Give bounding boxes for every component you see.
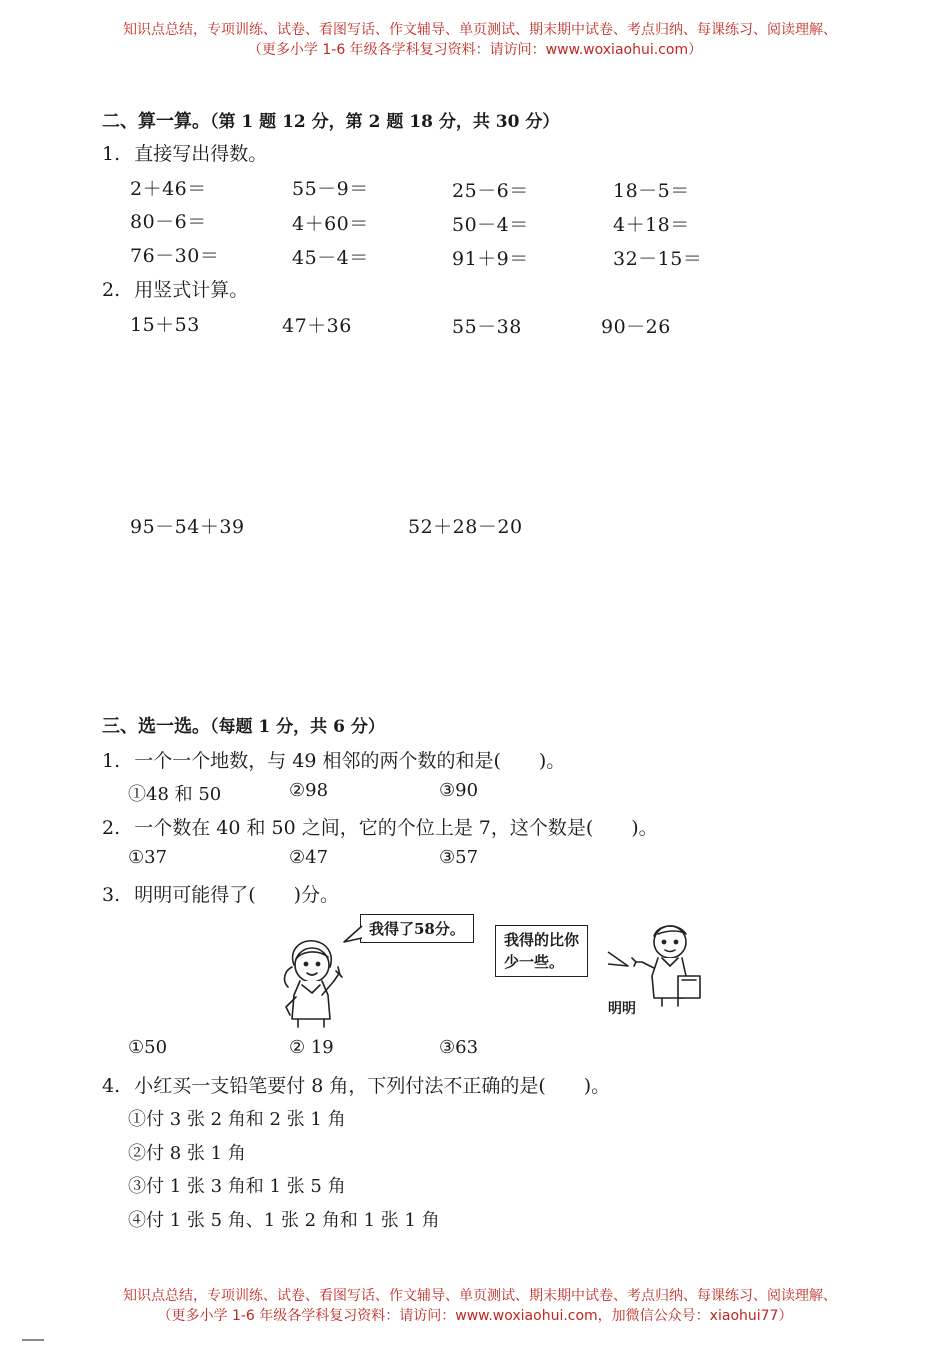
girl-bubble-tail-icon	[342, 924, 364, 948]
vertical-calc-item: 55－38	[452, 316, 522, 338]
boy-speech-line1: 我得的比你	[504, 931, 580, 949]
vertical-calc-item: 52＋28－20	[408, 516, 523, 538]
top-banner	[0, 20, 950, 60]
oral-item: 50－4＝	[452, 214, 529, 236]
section2-q1	[102, 139, 267, 166]
question-label: 1.	[102, 750, 121, 772]
girl-speech-bubble	[360, 914, 474, 943]
boy-name-label: 明明	[608, 1001, 636, 1017]
option-item: ①付 3 张 2 角和 2 张 1 角	[128, 1109, 346, 1130]
section2-q2-label: 2.	[102, 279, 121, 301]
option-item: ③付 1 张 3 角和 1 张 5 角	[128, 1176, 346, 1197]
vertical-calc-item: 95－54＋39	[130, 516, 245, 538]
bottom-banner-line1: 知识点总结，专项训练、试卷、看图写话、作文辅导、单页测试、期末期中试卷、考点归纳、每课练习、阅读理解、	[123, 1288, 837, 1304]
section2-heading	[102, 107, 559, 133]
option-item: ②98	[289, 780, 329, 801]
oral-item: 55－9＝	[292, 178, 369, 200]
option-item: ②47	[289, 847, 329, 868]
top-banner-line2: （更多小学 1-6 年级各学科复习资料：请访问：www.woxiaohui.com）	[247, 42, 703, 58]
question-text: 一个数在 40 和 50 之间，它的个位上是 7，这个数是( )。	[134, 817, 658, 839]
question-label: 3.	[102, 884, 121, 906]
section3-q1	[102, 746, 565, 773]
section2-title: 二、算一算。	[102, 111, 210, 132]
option-item: ② 19	[289, 1037, 334, 1058]
section3-heading	[102, 712, 385, 738]
question-label: 2.	[102, 817, 121, 839]
oral-item: 45－4＝	[292, 247, 369, 269]
girl-illustration	[272, 935, 352, 1030]
boy-illustration	[628, 918, 708, 1008]
option-item: ③63	[439, 1037, 479, 1058]
oral-item: 18－5＝	[613, 180, 690, 202]
section3-title: 三、选一选。	[102, 716, 210, 737]
section2-q2	[102, 275, 248, 302]
option-item: ①48 和 50	[128, 784, 222, 805]
vertical-calc-item: 90－26	[601, 316, 671, 338]
section3-q3	[102, 880, 339, 907]
oral-item: 32－15＝	[613, 248, 703, 270]
vertical-calc-item: 15＋53	[130, 314, 200, 336]
oral-item: 80－6＝	[130, 211, 207, 233]
section3-q2	[102, 813, 658, 840]
oral-item: 76－30＝	[130, 245, 220, 267]
section2-q1-text: 直接写出得数。	[134, 143, 268, 165]
girl-speech-text: 我得了58分。	[369, 920, 465, 938]
option-item: ③57	[439, 847, 479, 868]
option-item: ②付 8 张 1 角	[128, 1143, 246, 1164]
oral-item: 2＋46＝	[130, 178, 207, 200]
bottom-banner	[0, 1286, 950, 1326]
section2-score: （第 1 题 12 分，第 2 题 18 分，共 30 分）	[210, 112, 560, 132]
question-text: 小红买一支铅笔要付 8 角，下列付法不正确的是( )。	[134, 1075, 611, 1097]
question-label: 4.	[102, 1075, 121, 1097]
vertical-calc-item: 47＋36	[282, 315, 352, 337]
option-item: ③90	[439, 780, 479, 801]
question-text: 一个一个地数，与 49 相邻的两个数的和是( )。	[134, 750, 566, 772]
section3-q4	[102, 1071, 610, 1098]
oral-item: 4＋18＝	[613, 214, 690, 236]
boy-speech-line2: 少一些。	[504, 953, 565, 971]
top-banner-line1: 知识点总结，专项训练、试卷、看图写话、作文辅导、单页测试、期末期中试卷、考点归纳、每课练习、阅读理解、	[123, 22, 837, 38]
bottom-banner-line2: （更多小学 1-6 年级各学科复习资料：请访问：www.woxiaohui.com，加微信公众号：xiaohui77）	[157, 1308, 793, 1324]
section3-score: （每题 1 分，共 6 分）	[210, 717, 385, 737]
boy-bubble-tail-icon	[606, 950, 630, 974]
section2-q1-label: 1.	[102, 143, 121, 165]
question-text: 明明可能得了( )分。	[134, 884, 340, 906]
option-item: ①37	[128, 847, 168, 868]
boy-speech-bubble	[495, 925, 588, 977]
oral-item: 4＋60＝	[292, 213, 369, 235]
option-item: ④付 1 张 5 角、1 张 2 角和 1 张 1 角	[128, 1210, 440, 1231]
oral-item: 91＋9＝	[452, 248, 529, 270]
page-edge-mark	[22, 1339, 44, 1341]
oral-item: 25－6＝	[452, 180, 529, 202]
section2-q2-text: 用竖式计算。	[134, 279, 249, 301]
option-item: ①50	[128, 1037, 168, 1058]
